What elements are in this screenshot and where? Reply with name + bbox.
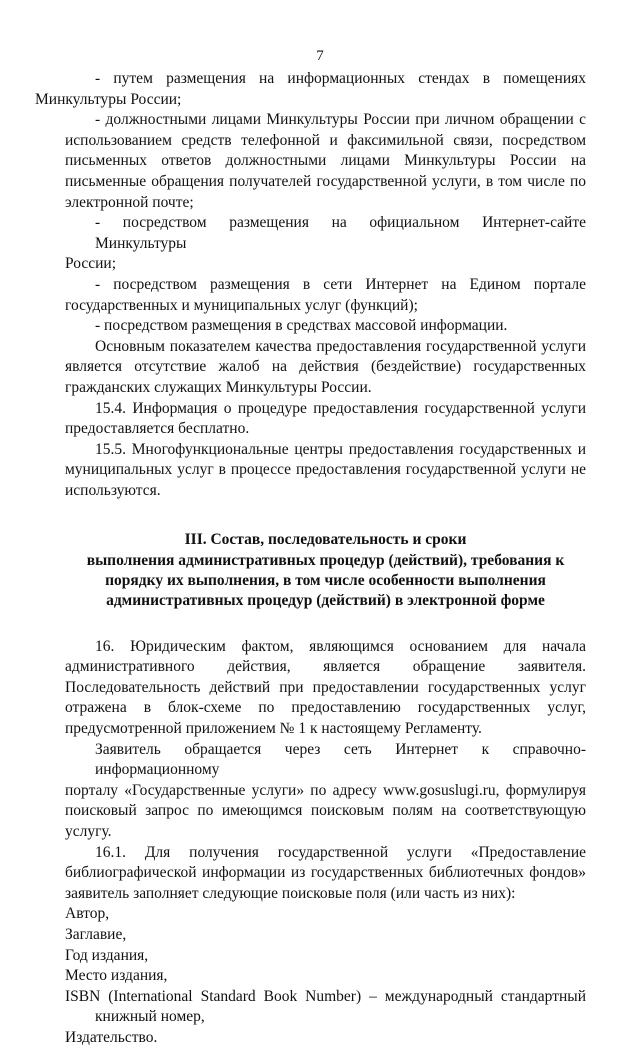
text-line: Минкультуры России; [35, 90, 182, 108]
paragraph-15-5 [65, 440, 586, 502]
paragraph-16-1 [65, 843, 586, 905]
list-item: Заглавие, [65, 925, 127, 943]
text-line: 16. Юридическим фактом, являющимся основанием для начала [95, 637, 586, 655]
text-line: - посредством размещения в средствах массовой информации. [95, 317, 508, 335]
text-line: отражена в блок-схеме по предоставлению государственных услуг, [65, 699, 586, 717]
text-line: поисковый запрос по имеющимся поисковым полям на соответствующую [65, 802, 586, 820]
search-fields-list [65, 904, 586, 1048]
paragraph-portal [65, 275, 586, 316]
paragraph-website [65, 213, 586, 275]
paragraph-media [65, 316, 586, 337]
text-line: - путем размещения на информационных стендах в помещениях [95, 70, 586, 87]
section-heading [65, 530, 586, 611]
text-line: электронной почте; [65, 193, 194, 211]
paragraph-quality [65, 337, 586, 399]
text-line: Основным показателем качества предоставления государственной услуги [95, 337, 586, 355]
paragraph-applicant [65, 740, 586, 843]
paragraph-16 [65, 637, 586, 740]
text-line: услугу. [65, 823, 112, 840]
text-line: порталу «Государственные услуги» по адресу www.gosuslugi.ru, формулируя [65, 781, 586, 799]
text-line: 16.1. Для получения государственной услуги «Предоставление [95, 843, 586, 861]
text-line: заявитель заполняет следующие поисковые поля (или часть из них): [65, 884, 516, 902]
text-line: является отсутствие жалоб на действия (бездействие) государственных [65, 358, 586, 376]
heading-line: порядку их выполнения, в том числе особенности выполнения [105, 572, 546, 590]
text-line: Последовательность действий при предоставлении государственных услуг [65, 678, 586, 696]
text-line: 15.4. Информация о процедуре предоставления государственной услуги [95, 399, 586, 417]
paragraph-stands [35, 69, 586, 110]
paragraph-officials [65, 110, 586, 213]
paragraph-15-4 [65, 399, 586, 440]
text-line: письменные обращения получателей государственной услуги, в том числе по [65, 172, 586, 190]
heading-line: выполнения административных процедур (действий), требования к [86, 551, 565, 569]
heading-line: III. Состав, последовательность и сроки [184, 531, 467, 549]
page-number: 7 [316, 48, 324, 64]
text-line: - посредством размещения в сети Интернет на Едином портале [95, 275, 586, 293]
text-line: используются. [65, 481, 161, 499]
page-content [35, 69, 586, 1049]
text-line: России; [65, 255, 117, 273]
text-line: предоставляется бесплатно. [65, 420, 250, 438]
text-line: использованием средств телефонной и факсимильной связи, посредством [65, 131, 586, 149]
list-item: книжный номер, [95, 1008, 205, 1026]
list-item: Место издания, [65, 967, 168, 985]
list-item: ISBN (International Standard Book Number) – международный стандартный [65, 987, 586, 1005]
text-line: письменных ответов должностными лицами Минкультуры России на [65, 152, 586, 170]
text-line: 15.5. Многофункциональные центры предоставления государственных и [95, 440, 586, 458]
text-line: гражданских служащих Минкультуры России. [65, 378, 372, 396]
text-line: библиографической информации из государственных библиотечных фондов» [65, 864, 586, 882]
list-item: Год издания, [65, 946, 149, 964]
text-line: предусмотренной приложением № 1 к настоящему Регламенту. [65, 720, 482, 738]
text-line: - посредством размещения на официальном Интернет-сайте Минкультуры [95, 214, 586, 252]
list-item: Издательство. [65, 1028, 158, 1046]
text-line: административного действия, является обращение заявителя. [65, 658, 586, 676]
list-item: Автор, [65, 905, 110, 923]
text-line: Заявитель обращается через сеть Интернет к справочно-информационному [95, 740, 586, 779]
heading-line: административных процедур (действий) в электронной форме [106, 592, 545, 610]
text-line: государственных и муниципальных услуг (функций); [65, 296, 418, 314]
text-line: - должностными лицами Минкультуры России при личном обращении с [95, 111, 586, 129]
text-line: муниципальных услуг в процессе предоставления государственной услуги не [65, 461, 586, 479]
